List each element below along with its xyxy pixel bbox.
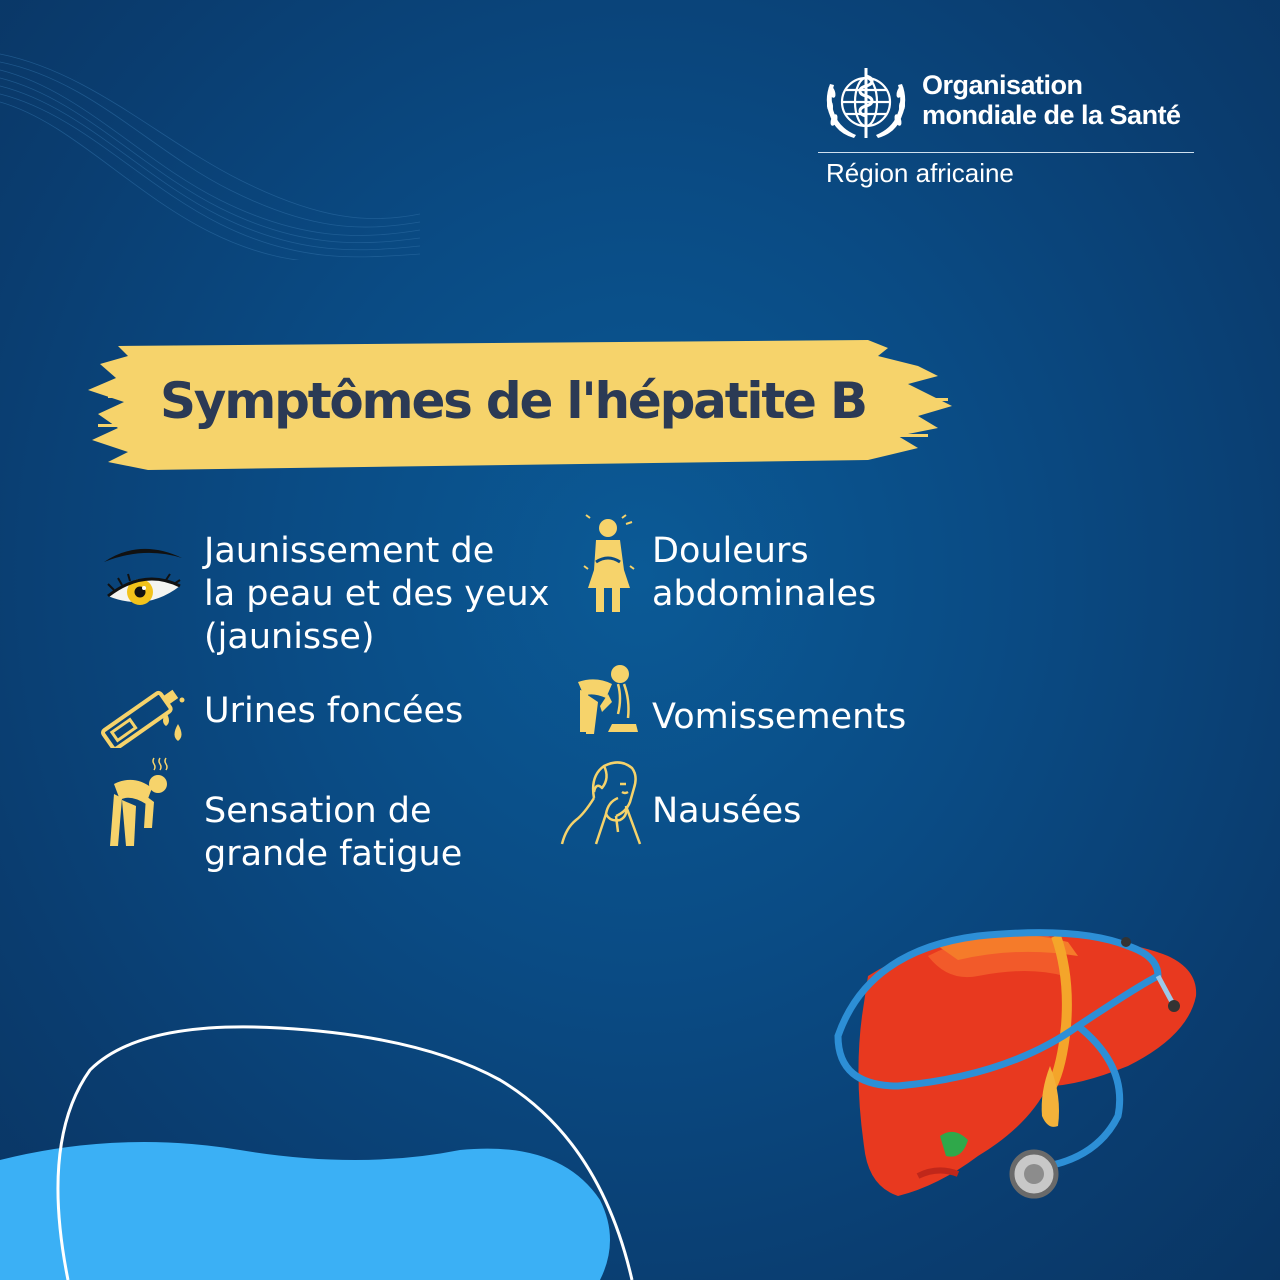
symptom-abdominal-pain-label: Douleurs abdominales xyxy=(652,531,877,614)
symptom-fatigue-label: Sensation de grande fatigue xyxy=(204,791,463,874)
liver-stethoscope-illustration xyxy=(828,916,1208,1216)
symptom-jaundice-label: Jaunissement de la peau et des yeux (jaunisse) xyxy=(204,531,550,657)
nausea-person-icon xyxy=(560,758,644,848)
symptom-dark-urine-label: Urines foncées xyxy=(204,691,464,731)
vomiting-person-icon xyxy=(572,662,642,738)
urine-test-icon xyxy=(96,676,188,748)
who-logo xyxy=(818,62,1198,202)
page-title: Symptômes de l'hépatite B xyxy=(160,372,866,430)
organization-name-line2: mondiale de la Santé xyxy=(922,100,1181,130)
symptom-nausea-label: Nausées xyxy=(652,791,802,831)
symptom-vomiting-label: Vomissements xyxy=(652,697,907,737)
who-emblem-icon xyxy=(818,62,914,146)
region-label: Région africaine xyxy=(826,158,1014,188)
yellow-eye-icon xyxy=(100,540,186,614)
organization-name xyxy=(922,70,1181,130)
tired-person-icon xyxy=(106,754,174,850)
decorative-wave-lines xyxy=(0,0,420,260)
abdominal-pain-icon xyxy=(582,514,636,614)
logo-divider xyxy=(818,152,1194,153)
organization-name-line1: Organisation xyxy=(922,70,1083,100)
decorative-blue-blob xyxy=(0,1020,660,1280)
